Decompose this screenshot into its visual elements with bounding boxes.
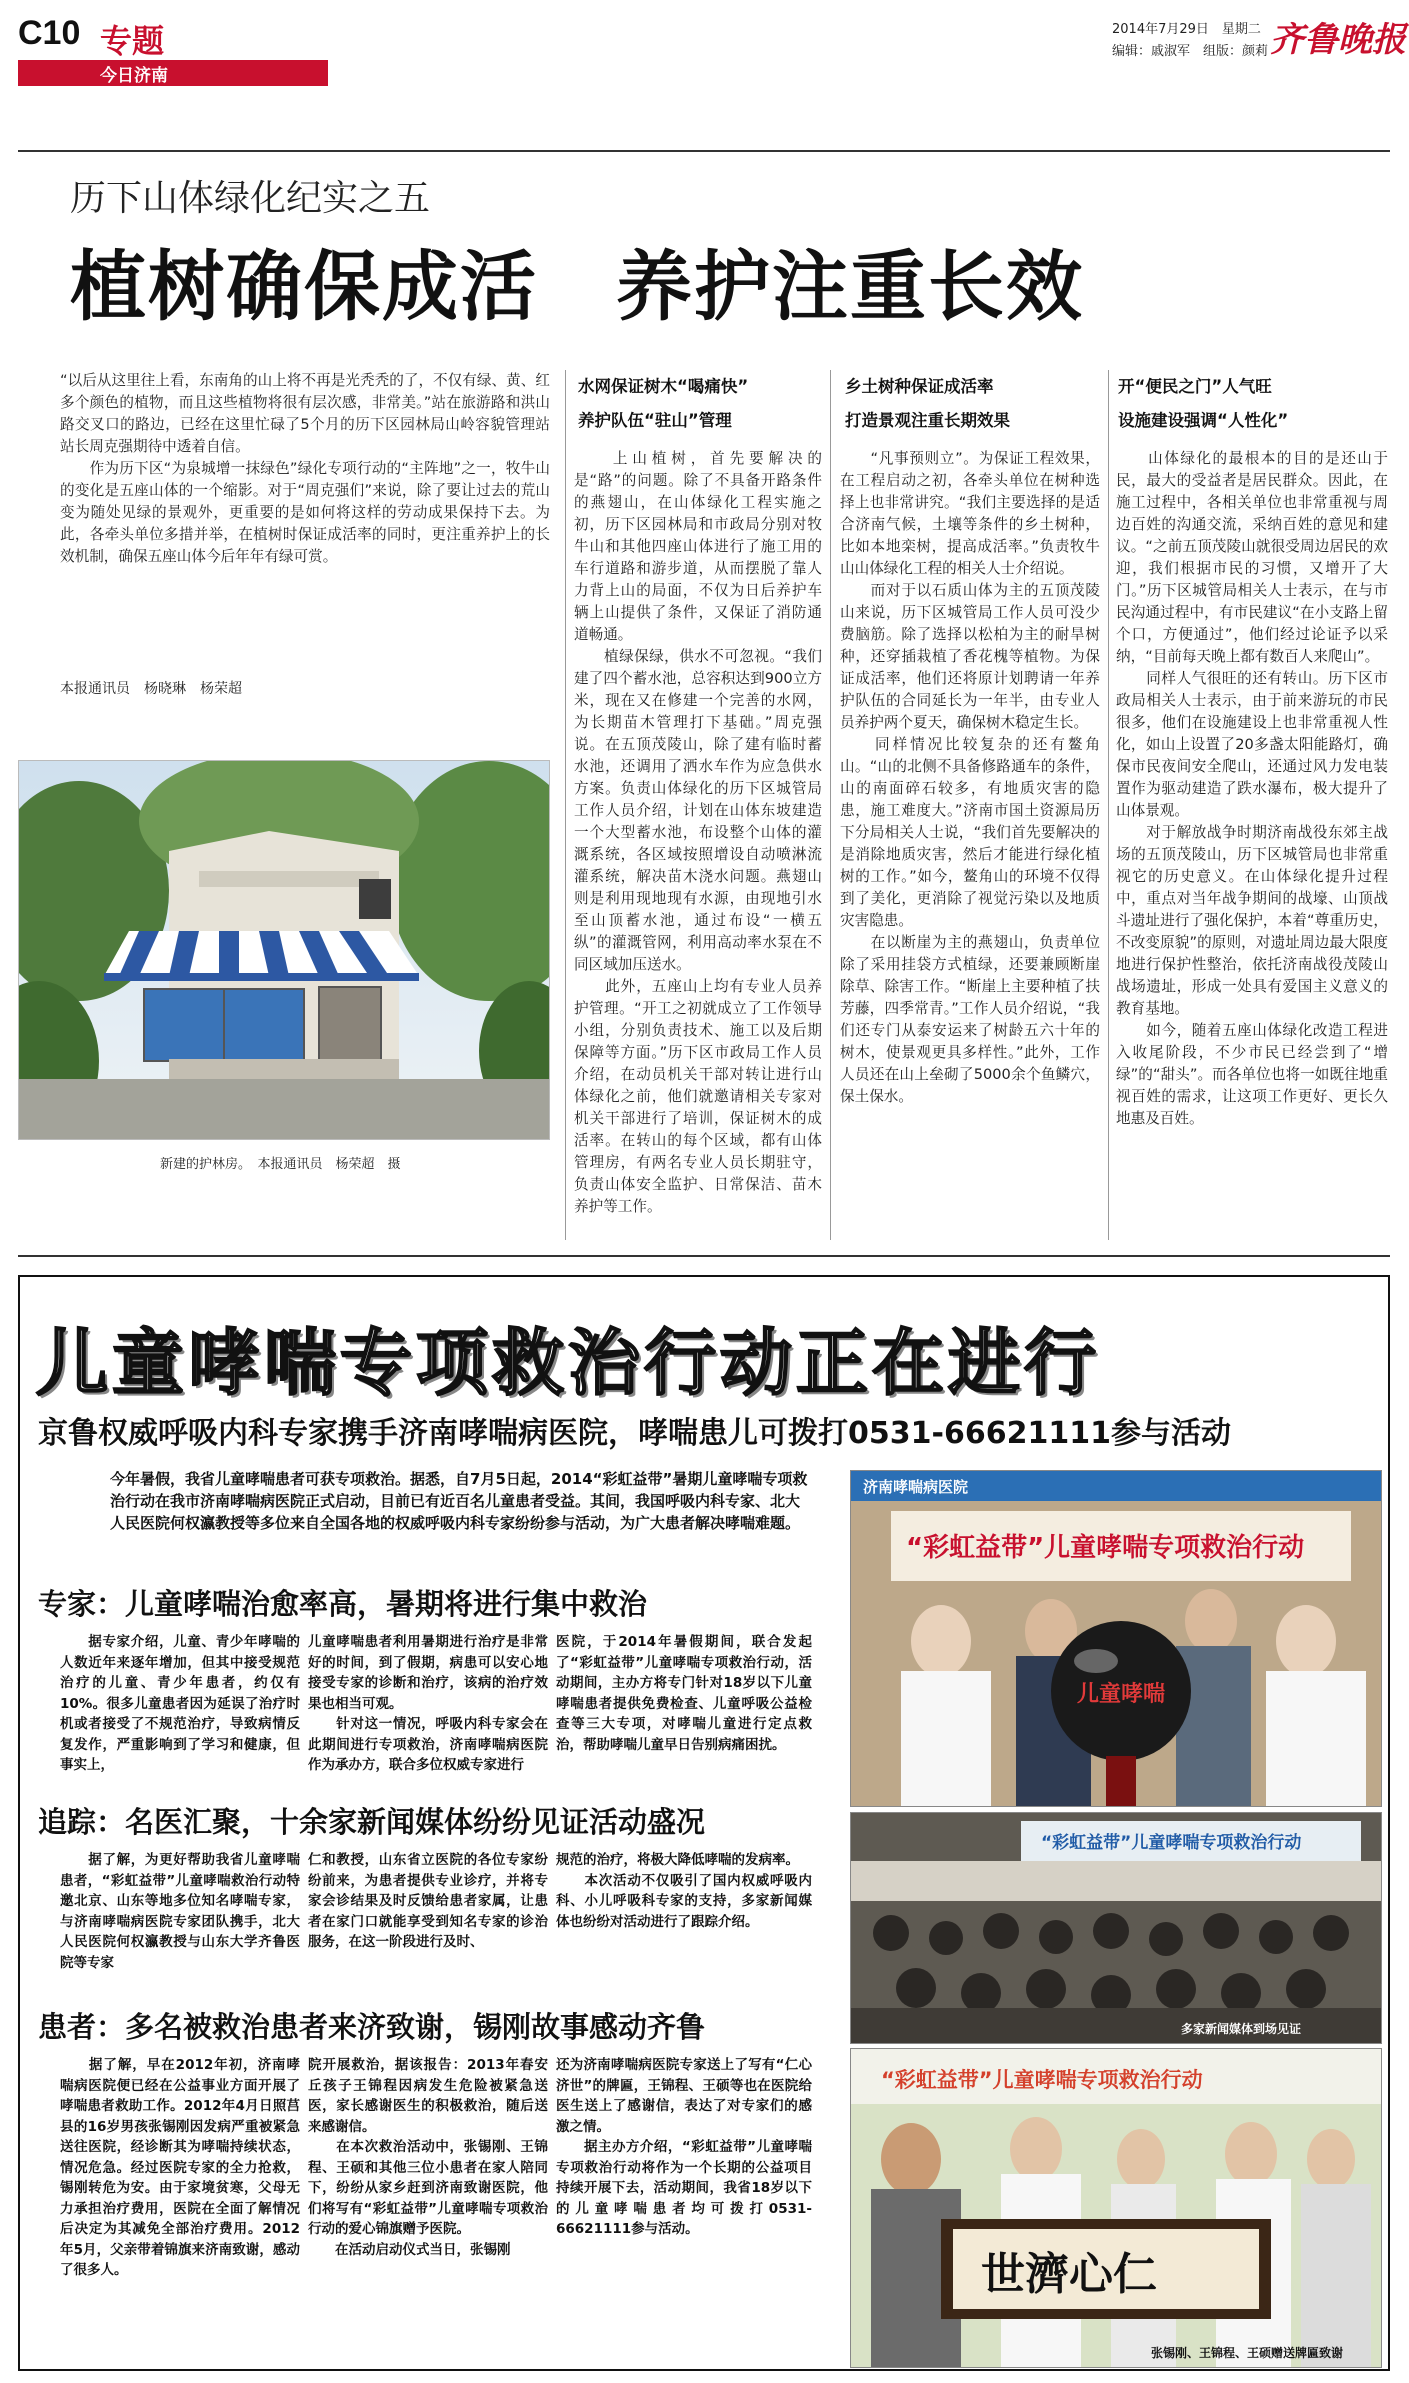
col1-body: 上山植树，首先要解决的是“路”的问题。除了不具备开路条件的燕翅山，在山体绿化工程实施之初，历下区园林局和市政局分别对牧牛山和其他四座山体进行了施工用的车行道路和游步道，从而摆脱了靠人力背上山的局面，不仅为日后养护车辆上山提供了条件，又保证了消防通道畅通。 植绿保绿，供水不可忽视。“我们建了四个蓄水池，总容积达到900立方米，现在又在修建一个完善的水网，为长期苗木管理打下基础。”周克强说。在五顶茂陵山，除了建有临时蓄水池，还调用了洒水车作为应急供水方案。负责山体绿化的历下区城管局工作人员介绍，计划在山体东坡建造一个大型蓄水池，布设整个山体的灌溉系统，各区域按照增设自动喷淋流灌系统，解决苗木浇水问题。燕翅山则是利用现地现有水源，由现地引水至山顶蓄水池，通过布设“一横五纵”的灌溉管网，利用高动率水泵在不同区域加压送水。 此外，五座山上均有专业人员养护管理。“开工之初就成立了工作领导小组，分别负责技术、施工以及后期保障等方面。”历下区市政局工作人员介绍，在动员机关干部对转让进行山体绿化之前，他们就邀请相关专家对机关干部进行了培训，保证树木的成活率。在转山的每个区域，都有山体管理房，有两名专业人员长期驻守，负责山体安全监护、日常保洁、苗木养护等工作。 <box>574 450 822 1215</box>
newspaper-logo: 齐鲁晚报 <box>1270 20 1406 60</box>
article-byline: 本报通讯员 杨晓琳 杨荣超 <box>60 681 242 697</box>
forest-house-image <box>19 761 549 1139</box>
page-number: C10 <box>18 14 81 52</box>
top-rule <box>18 150 1390 152</box>
awning <box>104 931 419 981</box>
ad-section3-col3: 还为济南哮喘病医院专家送上了写有“仁心济世”的牌匾，王锦程、王硕等也在医院给医生送上了感谢信，表达了对专家们的感激之情。 据主办方介绍，“彩虹益带”儿童哮喘专项救治行动将作为一个长期的公益项目持续开展下去，活动期间，我省18岁以下的儿童哮喘患者均可拨打0531-66621111参与活动。 <box>556 2057 812 2237</box>
middle-rule <box>18 1255 1390 1257</box>
col3-subhead-2: 设施建设强调“人性化” <box>1118 411 1289 430</box>
ad-intro: 今年暑假，我省儿童哮喘患者可获专项救治。据悉，自7月5日起，2014“彩虹益带”暑期儿童哮喘专项救治行动在我市济南哮喘病医院正式启动，目前已有近百名儿童患者受益。其间，我国呼吸内科专家、北大人民医院何权瀛教授等多位来自全国各地的权威呼吸内科专家纷纷参与活动，为广大患者解决哮喘难题。 <box>110 1470 808 1532</box>
plaque-text: 世濟心仁 <box>981 2249 1157 2300</box>
ad-photo-ball-text: 儿童哮喘 <box>1077 1682 1166 1707</box>
col2-body: “凡事预则立”。为保证工程效果，在工程启动之初，各牵头单位在树种选择上也非常讲究。“我们主要选择的是适合济南气候，土壤等条件的乡土树种，比如本地栾树，提高成活率。”负责牧牛山山体绿化工程的相关人士介绍说。 而对于以石质山体为主的五顶茂陵山来说，历下区城管局工作人员可没少费脑筋。除了选择以松柏为主的耐旱树种，还穿插栽植了香花槐等植物。为保证成活率，他们还将原计划聘请一年养护队伍的合同延长为一年半，由专业人员养护两个夏天，确保树木稳定生长。 同样情况比较复杂的还有鳌角山。“山的北侧不具备修路通车的条件，山的南面碎石较多，有地质灾害的隐患，施工难度大。”济南市国土资源局历下分局相关人士说，“我们首先要解决的是消除地质灾害，然后才能进行绿化植树的工作。”如今，鳌角山的环境不仅得到了美化，更消除了视觉污染以及地质灾害隐患。 在以断崖为主的燕翅山，负责单位除了采用挂袋方式植绿，还要兼顾断崖除草、除害工作。“断崖上主要种植了扶芳藤，四季常青。”工作人员介绍说，“我们还专门从泰安运来了树龄五六十年的树木，使景观更具多样性。”此外，工作人员还在山上垒砌了5000余个鱼鳞穴，保土保水。 <box>840 450 1100 1105</box>
issue-date: 2014年7月29日 星期二 <box>1112 22 1261 37</box>
column-divider <box>830 370 831 1240</box>
ad-section2-col3: 规范的治疗，将极大降低哮喘的发病率。 本次活动不仅吸引了国内权威呼吸内科、小儿呼吸科专家的支持，多家新闻媒体也纷纷对活动进行了跟踪介绍。 <box>556 1852 812 1930</box>
col3-subhead-1: 开“便民之门”人气旺 <box>1118 377 1272 396</box>
photo-caption: 新建的护林房。 本报通讯员 杨荣超 摄 <box>160 1157 401 1172</box>
article-headline: 植树确保成活 养护注重长效 <box>70 242 1084 331</box>
ad-photo-hospital-name: 济南哮喘病医院 <box>863 1478 969 1496</box>
editors-credit: 编辑：戚淑军 组版：颜莉 <box>1112 44 1269 59</box>
col2-subhead-1: 乡土树种保证成活率 <box>845 377 994 396</box>
col1-subhead-2: 养护队伍“驻山”管理 <box>578 411 732 430</box>
ad-title: 儿童哮喘专项救治行动正在进行 <box>36 1321 1101 1405</box>
ad-section2-col2: 仁和教授，山东省立医院的各位专家纷纷前来，为患者提供专业诊疗，并将专家会诊结果及时反馈给患者家属，让患者在家门口就能享受到知名专家的诊治服务，在这一阶段进行及时、 <box>308 1852 548 1950</box>
ad-section1-col2: 儿童哮喘患者利用暑期进行治疗是非常好的时间，到了假期，病患可以安心地接受专家的诊断和治疗，该病的治疗效果也相当可观。 针对这一情况，呼吸内科专家会在此期间进行专项救治，济南哮喘病医院作为承办方，联合多位权威专家进行 <box>308 1634 548 1773</box>
audience-image <box>851 1813 1381 2043</box>
article-lead: “以后从这里往上看，东南角的山上将不再是光秃秃的了，不仅有绿、黄、红多个颜色的植物，而且这些植物将很有层次感，非常美。”站在旅游路和洪山路交叉口的路边，已经在这里忙碌了5个月的历下区园林局山岭容貌管理站站长周克强期待中透着自信。 作为历下区“为泉城增一抹绿色”绿化专项行动的“主阵地”之一，牧牛山的变化是五座山体的一个缩影。对于“周克强们”来说，除了要让过去的荒山变为随处见绿的景观外，更重要的是如何将这样的劳动成果保持下去。为此，各牵头单位多措并举，在植树时保证成活率的同时，更注重养护上的长效机制，确保五座山体今后年年有绿可赏。 <box>60 372 550 565</box>
ad-section3-col1: 据了解，早在2012年初，济南哮喘病医院便已经在公益事业方面开展了哮喘患者救助工作。2012年4月日照莒县的16岁男孩张锡刚因发病严重被紧急送往医院，经诊断其为哮喘持续状态，情况危急。经过医院专家的全力抢救，锡刚转危为安。由于家境贫寒，父母无力承担治疗费用，医院在全面了解情况后决定为其减免全部治疗费用。2012年5月，父亲带着锦旗来济南致谢，感动了很多人。 <box>60 2057 300 2278</box>
ad-photo-launch-ceremony <box>850 1470 1382 1807</box>
subsection-title: 今日济南 <box>100 66 168 86</box>
ad-photo-plaque <box>850 2048 1382 2368</box>
col2-subhead-2: 打造景观注重长期效果 <box>845 411 1010 430</box>
ad-photo-caption-2: 多家新闻媒体到场见证 <box>1181 2022 1302 2036</box>
col3-body: 山体绿化的最根本的目的是还山于民，最大的受益者是居民群众。因此，在施工过程中，各相关单位也非常重视与周边百姓的沟通交流，采纳百姓的意见和建议。“之前五顶茂陵山就很受周边居民的欢迎，我们根据市民的习惯，又增开了大门。”历下区城管局相关人士表示，在与市民沟通过程中，有市民建议“在小支路上留个口，方便通过”，他们经过论证予以采纳，“目前每天晚上都有数百人来爬山”。 同样人气很旺的还有转山。历下区市政局相关人士表示，由于前来游玩的市民很多，他们在设施建设上也非常重视人性化，如山上设置了20多盏太阳能路灯，确保市民夜间安全爬山，还通过风力发电装置作为驱动建造了跌水瀑布，极大提升了山体景观。 对于解放战争时期济南战役东郊主战场的五顶茂陵山，历下区城管局也非常重视它的历史意义。在山体绿化提升过程中，重点对当年战争期间的战壕、山顶战斗遗址进行了强化保护，本着“尊重历史，不改变原貌”的原则，对遗址周边最大限度地进行保护性整治，依托济南战役茂陵山战场遗址，形成一处具有爱国主义意义的教育基地。 如今，随着五座山体绿化改造工程进入收尾阶段，不少市民已经尝到了“增绿”的“甜头”。而各单位也将一如既往地重视百姓的需求，让这项工作更好、更长久地惠及百姓。 <box>1116 450 1388 1127</box>
column-divider <box>565 370 566 1240</box>
col1-subhead-1: 水网保证树木“喝痛快” <box>578 377 749 396</box>
ad-section1-col3: 医院，于2014年暑假期间，联合发起了“彩虹益带”儿童哮喘专项救治行动，活动期间，主办方将专门针对18岁以下儿童哮喘患者提供免费检查、儿童呼吸公益检查等三大专项，对哮喘儿童进行定点救治，帮助哮喘儿童早日告别病痛困扰。 <box>556 1634 812 1753</box>
ad-section2-col1: 据了解，为更好帮助我省儿童哮喘患者，“彩虹益带”儿童哮喘救治行动特邀北京、山东等地多位知名哮喘专家，与济南哮喘病医院专家团队携手，北大人民医院何权瀛教授与山东大学齐鲁医院等专家 <box>60 1852 300 1971</box>
section-title: 专题 <box>100 22 165 60</box>
section-bar <box>18 60 328 86</box>
ad-photo-audience <box>850 1812 1382 2044</box>
ad-section3-col2: 院开展救治，据该报告：2013年春安丘孩子王锦程因病发生危险被紧急送医，家长感谢医生的积极救治，随后送来感谢信。 在本次救治活动中，张锡刚、王锦程、王硕和其他三位小患者在家人陪同下，纷纷从家乡赶到济南致谢医院，他们将写有“彩虹益带”儿童哮喘专项救治行动的爱心锦旗赠予医院。 在活动启动仪式当日，张锡刚 <box>308 2057 548 2258</box>
ad-photo-caption-3: 张锡刚、王锦程、王硕赠送牌匾致谢 <box>1151 2346 1344 2360</box>
ad-photo-banner-3: “彩虹益带”儿童哮喘专项救治行动 <box>881 2068 1203 2092</box>
ad-section1-head: 专家：儿童哮喘治愈率高，暑期将进行集中救治 <box>38 1587 648 1621</box>
ad-subtitle: 京鲁权威呼吸内科专家携手济南哮喘病医院，哮喘患儿可拨打0531-66621111参与活动 <box>38 1416 1231 1451</box>
forest-house-photo <box>18 760 550 1140</box>
ad-photo-banner-2: “彩虹益带”儿童哮喘专项救治行动 <box>1041 1833 1302 1853</box>
column-divider <box>1108 370 1109 1240</box>
ad-section1-col1: 据专家介绍，儿童、青少年哮喘的人数近年来逐年增加，但其中接受规范治疗的儿童、青少年患者，约仅有10%。很多儿童患者因为延误了治疗时机或者接受了不规范治疗，导致病情反复发作，严重影响到了学习和健康，但事实上， <box>60 1634 300 1773</box>
article-kicker: 历下山体绿化纪实之五 <box>70 178 431 219</box>
ad-section3-head: 患者：多名被救治患者来济致谢，锡刚故事感动齐鲁 <box>38 2010 706 2044</box>
plaque-ceremony-image <box>851 2049 1381 2367</box>
ad-photo-banner-1: “彩虹益带”儿童哮喘专项救治行动 <box>906 1533 1305 1563</box>
launch-ceremony-image <box>851 1471 1381 1806</box>
ad-section2-head: 追踪：名医汇聚，十余家新闻媒体纷纷见证活动盛况 <box>38 1805 706 1839</box>
